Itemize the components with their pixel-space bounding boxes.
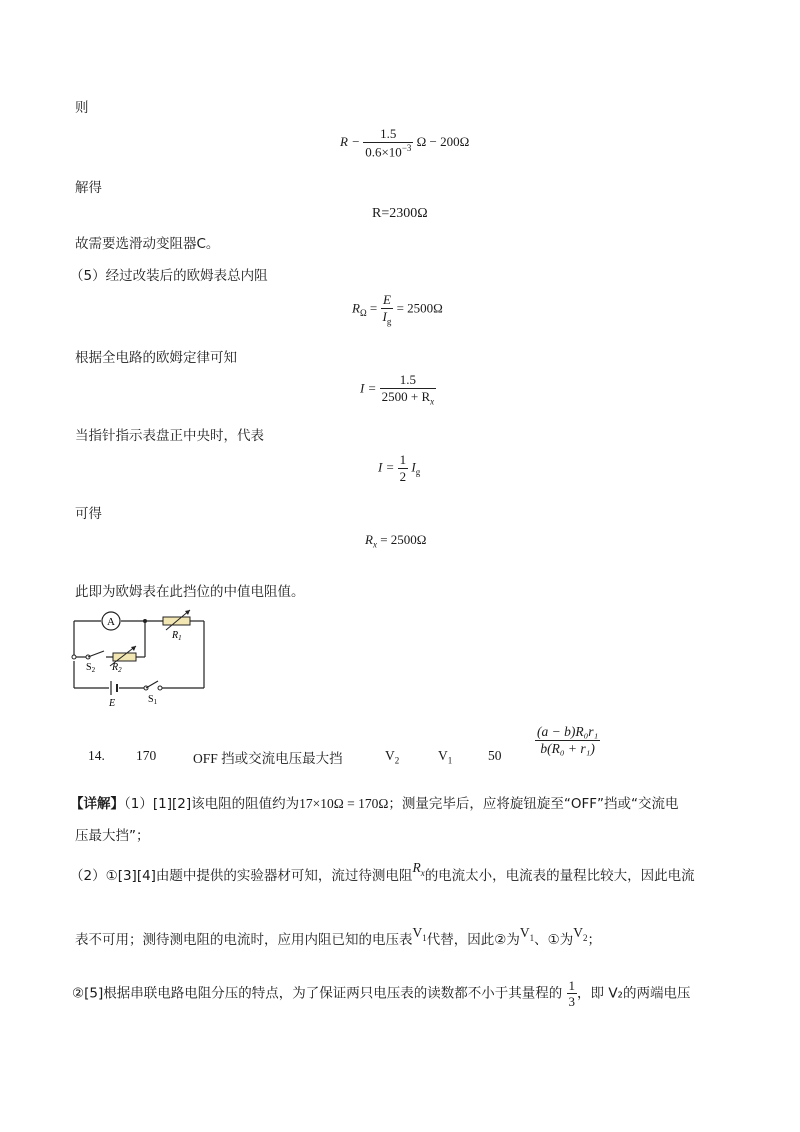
label-e: E — [109, 698, 116, 708]
fraction: $\frac{1}{2}$ — [399, 452, 407, 484]
equation-r-omega: $R_\Omega$ = $\frac{E}{I_g}$ = 2500Ω — [352, 292, 443, 327]
text-jiede: 解得 — [75, 180, 102, 196]
text-law: 根据全电路的欧姆定律可知 — [75, 350, 237, 366]
answer-4: $V_1$ — [438, 748, 453, 766]
fraction: $\frac{1}{3}$ — [568, 978, 576, 1009]
detail-line-3: （2）①[3][4]由题中提供的实验器材可知，流过待测电阻$R_x$的电流太小，电流表的量程比较大，因此电流 — [70, 860, 695, 884]
switch-s1-icon — [146, 681, 158, 688]
equation-r-result: R=2300Ω — [372, 206, 428, 221]
text-choose: 故需要选滑动变阻器C。 — [75, 236, 220, 252]
junction-dot — [143, 619, 147, 623]
equation-current: I = $\frac{1.5}{2500 + R_x}$ — [360, 372, 435, 407]
answer-6 — [535, 724, 600, 757]
label-r2: $R_2$ — [112, 662, 122, 674]
detail-line-2: 压最大挡”； — [75, 828, 150, 844]
question-number: 14. — [88, 748, 105, 763]
equation-half-current: I = $\frac{1}{2}$ $I_g$ — [378, 452, 421, 484]
fraction: $\frac{\text{(a − b)R₀r₁}}{\text{b(R₀ + r₁)}}$ — [537, 724, 599, 756]
label-r1: $R_1$ — [172, 630, 182, 642]
text-part5: （5）经过改装后的欧姆表总内阻 — [70, 268, 268, 284]
switch-s2-icon — [88, 651, 104, 657]
detail-line-4: 表不可用；测待测电阻的电流时，应用内阻已知的电压表$V_1$代替，因此②为$V_1$、①为$V_2$； — [75, 925, 601, 948]
answer-2: OFF 挡或交流电压最大挡 — [193, 751, 343, 766]
answer-5: 50 — [488, 748, 502, 763]
label-s1: $S_1$ — [148, 694, 158, 706]
label-s2: $S_2$ — [86, 662, 96, 674]
svg-text:A: A — [107, 616, 115, 628]
equation-rx: $R_x = 2500\Omega$ — [365, 532, 427, 550]
answer-1: 170 — [136, 748, 157, 763]
circuit-diagram — [68, 608, 213, 708]
fraction: $\frac{1.5}{2500 + R_x}$ — [381, 372, 435, 407]
text-center: 当指针指示表盘正中央时，代表 — [75, 428, 264, 444]
equation-r-formula: R − $\frac{1.5}{0.6\times 10^{-3}}$ Ω − 200Ω — [340, 126, 470, 160]
answer-3: $V_2$ — [385, 748, 400, 766]
text-median: 此即为欧姆表在此挡位的中值电阻值。 — [75, 584, 305, 600]
detail-line-1: 【详解】（1）[1][2]该电阻的阻值约为17×10Ω = 170Ω；测量完毕后，应将旋钮旋至“OFF”挡或“交流电 — [70, 796, 679, 812]
text-ze: 则 — [75, 100, 89, 116]
fraction: $\frac{E}{I_g}$ — [382, 292, 392, 327]
rheostat-r2-icon — [113, 653, 136, 661]
text-kede: 可得 — [75, 506, 102, 522]
fraction: $\frac{1.5}{0.6\times 10^{-3}}$ — [365, 126, 412, 160]
detail-line-5: ②[5]根据串联电路电阻分压的特点，为了保证两只电压表的读数都不小于其量程的 $\frac{1}{3}$ ，即 V₂的两端电压 — [72, 978, 691, 1009]
